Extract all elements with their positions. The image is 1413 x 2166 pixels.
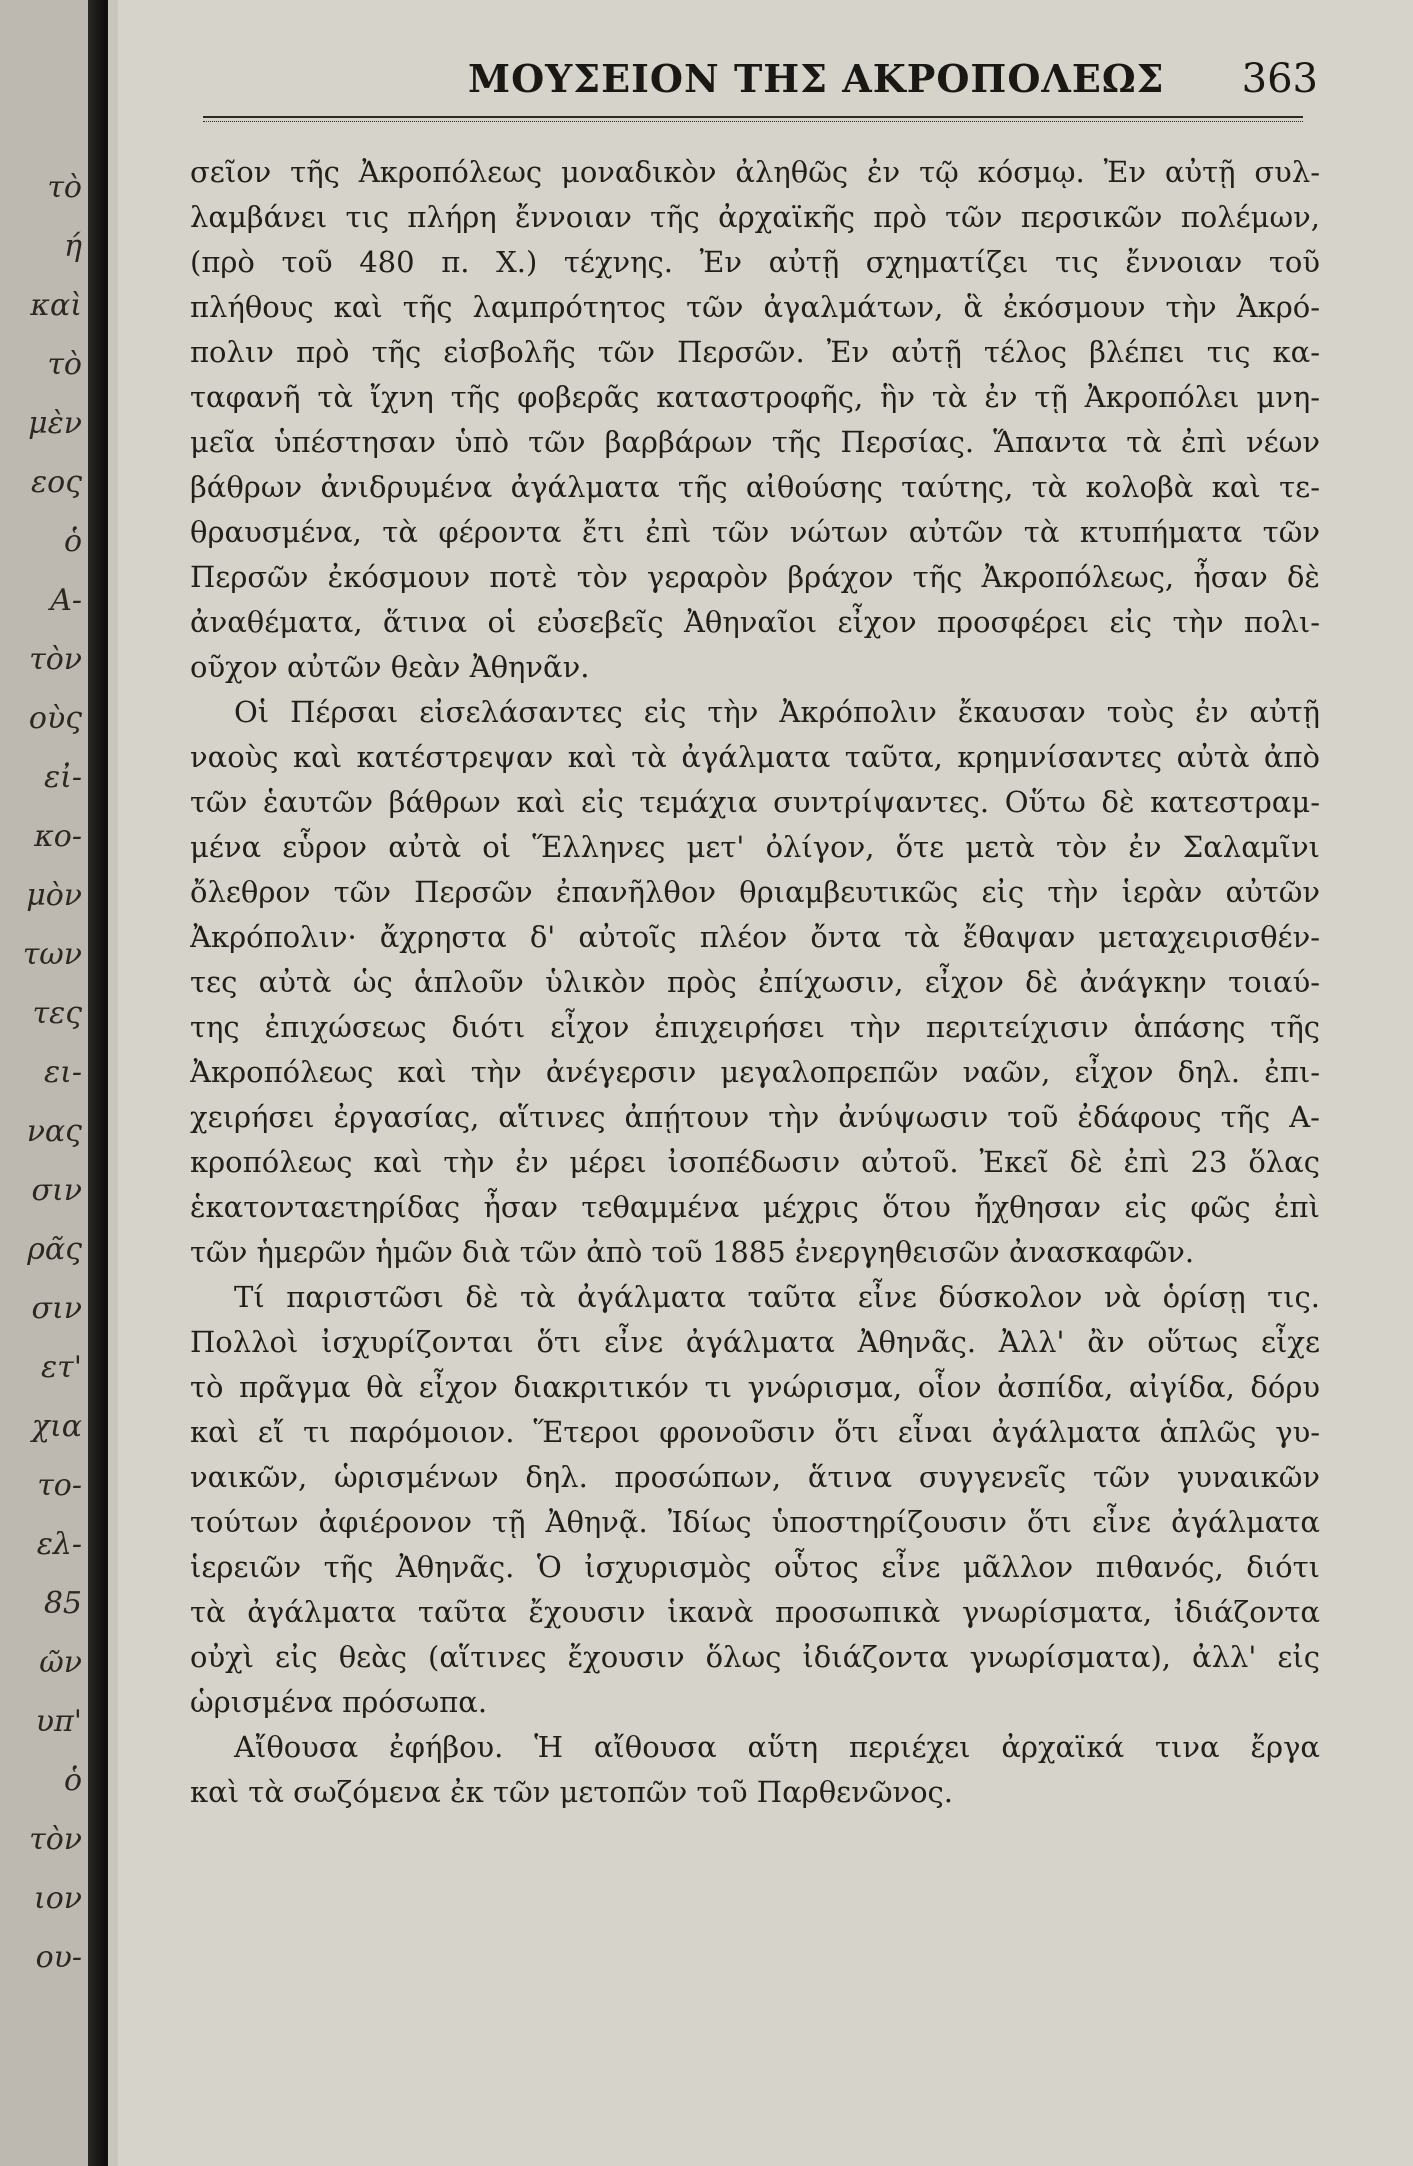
margin-fragment: σιν <box>31 1291 82 1326</box>
facing-page-gutter <box>0 0 108 2166</box>
margin-fragment: 85 <box>43 1586 82 1621</box>
margin-fragment: ου- <box>35 1940 82 1975</box>
margin-fragment: το- <box>37 1468 82 1503</box>
margin-fragment: τὸ <box>47 170 82 205</box>
text-line: πολιν πρὸ τῆς εἰσβολῆς τῶν Περσῶν. Ἐν αὐτῇ τέλος βλέπει τις κα- <box>190 335 1320 369</box>
header-rule <box>203 116 1303 122</box>
margin-fragment: νας <box>26 1114 82 1149</box>
text-line: Οἱ Πέρσαι εἰσελάσαντες εἰς τὴν Ἀκρόπολιν ἔκαυσαν τοὺς ἐν αὐτῇ <box>234 695 1320 729</box>
margin-fragment: των <box>22 937 82 972</box>
text-line: καὶ εἴ τι παρόμοιον. Ἕτεροι φρονοῦσιν ὅτι εἶναι ἀγάλματα ἁπλῶς γυ- <box>190 1415 1320 1449</box>
margin-fragment: ελ- <box>36 1527 82 1562</box>
page-header <box>118 56 1413 116</box>
margin-fragment: ῶν <box>39 1645 82 1680</box>
text-line: χειρήσει ἐργασίας, αἵτινες ἀπῄτουν τὴν ἀνύψωσιν τοῦ ἐδάφους τῆς Α- <box>190 1100 1320 1134</box>
margin-fragment: ὁ <box>63 1763 82 1798</box>
margin-fragment: ει- <box>44 1055 82 1090</box>
margin-fragment: τες <box>32 996 82 1031</box>
margin-fragment: καὶ <box>30 288 82 323</box>
text-line: Αἴθουσα ἐφήβου. Ἡ αἴθουσα αὕτη περιέχει ἀρχαϊκά τινα ἔργα <box>234 1730 1320 1764</box>
margin-fragment: ετ' <box>41 1350 82 1385</box>
text-line: της ἐπιχώσεως διότι εἶχον ἐπιχειρήσει τὴν περιτείχισιν ἁπάσης τῆς <box>190 1010 1320 1044</box>
margin-fragment: μὲν <box>28 406 82 441</box>
margin-fragment: ρᾶς <box>27 1232 82 1267</box>
text-line: τὰ ἀγάλματα ταῦτα ἔχουσιν ἱκανὰ προσωπικὰ γνωρίσματα, ἰδιάζοντα <box>190 1595 1320 1629</box>
margin-fragment: κο- <box>34 819 82 854</box>
margin-fragment: ὁ <box>63 524 82 559</box>
binding-shadow <box>88 0 108 2166</box>
text-line: ναοὺς καὶ κατέστρεψαν καὶ τὰ ἀγάλματα ταῦτα, κρημνίσαντες αὐτὰ ἀπὸ <box>190 740 1320 774</box>
margin-fragment: τὸ <box>47 347 82 382</box>
page-number: 363 <box>1241 56 1318 102</box>
text-line: βάθρων ἀνιδρυμένα ἀγάλματα τῆς αἰθούσης ταύτης, τὰ κολοβὰ καὶ τε- <box>190 470 1320 504</box>
text-line: καὶ τὰ σωζόμενα ἐκ τῶν μετοπῶν τοῦ Παρθενῶνος. <box>190 1775 954 1809</box>
text-line: Ἀκρόπολιν· ἄχρηστα δ' αὐτοῖς πλέον ὄντα τὰ ἔθαψαν μεταχειρισθέν- <box>190 920 1320 954</box>
text-line: τὸ πρᾶγμα θὰ εἶχον διακριτικόν τι γνώρισμα, οἷον ἀσπίδα, αἰγίδα, δόρυ <box>190 1370 1320 1404</box>
text-line: Πολλοὶ ἰσχυρίζονται ὅτι εἶνε ἀγάλματα Ἀθηνᾶς. Ἀλλ' ἂν οὕτως εἶχε <box>190 1325 1320 1359</box>
text-line: Περσῶν ἐκόσμουν ποτὲ τὸν γεραρὸν βράχον τῆς Ἀκροπόλεως, ἦσαν δὲ <box>190 560 1320 594</box>
margin-fragment: οὺς <box>28 701 82 736</box>
body-text <box>190 150 1320 1815</box>
margin-fragment: υπ' <box>35 1704 82 1739</box>
text-line: μεῖα ὑπέστησαν ὑπὸ τῶν βαρβάρων τῆς Περσίας. Ἅπαντα τὰ ἐπὶ νέων <box>190 425 1320 459</box>
margin-fragment: τὸν <box>29 1822 82 1857</box>
text-line: λαμβάνει τις πλήρη ἔννοιαν τῆς ἀρχαϊκῆς πρὸ τῶν περσικῶν πολέμων, <box>190 200 1320 234</box>
text-line: (πρὸ τοῦ 480 π. Χ.) τέχνης. Ἐν αὐτῇ σχηματίζει τις ἔννοιαν τοῦ <box>190 245 1320 279</box>
margin-fragment: μὸν <box>26 878 82 913</box>
margin-fragment: ιον <box>33 1881 82 1916</box>
margin-fragment: σιν <box>31 1173 82 1208</box>
text-line: οῦχον αὐτῶν θεὰν Ἀθηνᾶν. <box>190 650 590 684</box>
text-line: ἀναθέματα, ἅτινα οἱ εὐσεβεῖς Ἀθηναῖοι εἶχον προσφέρει εἰς τὴν πολι- <box>190 605 1320 639</box>
text-line: σεῖον τῆς Ἀκροπόλεως μοναδικὸν ἀληθῶς ἐν τῷ κόσμῳ. Ἐν αὐτῇ συλ- <box>190 155 1320 189</box>
text-line: θραυσμένα, τὰ φέροντα ἔτι ἐπὶ τῶν νώτων αὐτῶν τὰ κτυπήματα τῶν <box>190 515 1320 549</box>
text-line: Ἀκροπόλεως καὶ τὴν ἀνέγερσιν μεγαλοπρεπῶν ναῶν, εἶχον δηλ. ἐπι- <box>190 1055 1320 1089</box>
margin-fragment: Α- <box>50 583 82 618</box>
text-line: ταφανῆ τὰ ἴχνη τῆς φοβερᾶς καταστροφῆς, ἣν τὰ ἐν τῇ Ἀκροπόλει μνη- <box>190 380 1320 414</box>
text-line: Τί παριστῶσι δὲ τὰ ἀγάλματα ταῦτα εἶνε δύσκολον νὰ ὁρίσῃ τις. <box>234 1280 1320 1314</box>
margin-fragment: εος <box>31 465 82 500</box>
text-line: μένα εὗρον αὐτὰ οἱ Ἕλληνες μετ' ὀλίγον, ὅτε μετὰ τὸν ἐν Σαλαμῖνι <box>190 830 1320 864</box>
text-line: κροπόλεως καὶ τὴν ἐν μέρει ἰσοπέδωσιν αὐτοῦ. Ἐκεῖ δὲ ἐπὶ 23 ὅλας <box>190 1145 1320 1179</box>
margin-fragment: ή <box>64 229 82 264</box>
book-page <box>118 0 1413 2166</box>
text-line: ναικῶν, ὡρισμένων δηλ. προσώπων, ἅτινα συγγενεῖς τῶν γυναικῶν <box>190 1460 1320 1494</box>
text-line: ἑκατονταετηρίδας ἦσαν τεθαμμένα μέχρις ὅτου ἤχθησαν εἰς φῶς ἐπὶ <box>190 1190 1320 1224</box>
text-line: τῶν ἡμερῶν ἡμῶν διὰ τῶν ἀπὸ τοῦ 1885 ἐνεργηθεισῶν ἀνασκαφῶν. <box>190 1235 1195 1269</box>
text-line: ἱερειῶν τῆς Ἀθηνᾶς. Ὁ ἰσχυρισμὸς οὗτος εἶνε μᾶλλον πιθανός, διότι <box>190 1550 1320 1584</box>
text-line: τες αὐτὰ ὡς ἁπλοῦν ὑλικὸν πρὸς ἐπίχωσιν, εἶχον δὲ ἀνάγκην τοιαύ- <box>190 965 1320 999</box>
text-line: οὐχὶ εἰς θεὰς (αἵτινες ἔχουσιν ὅλως ἰδιάζοντα γνωρίσματα), ἀλλ' εἰς <box>190 1640 1320 1674</box>
text-line: τούτων ἀφιέρονον τῇ Ἀθηνᾷ. Ἰδίως ὑποστηρίζουσιν ὅτι εἶνε ἀγάλματα <box>190 1505 1320 1539</box>
text-line: ὡρισμένα πρόσωπα. <box>190 1685 488 1719</box>
text-line: πλήθους καὶ τῆς λαμπρότητος τῶν ἀγαλμάτων, ἃ ἐκόσμουν τὴν Ἀκρό- <box>190 290 1320 324</box>
running-title: ΜΟΥΣΕΙΟΝ ΤΗΣ ΑΚΡΟΠΟΛΕΩΣ <box>468 56 1165 101</box>
text-line: τῶν ἑαυτῶν βάθρων καὶ εἰς τεμάχια συντρίψαντες. Οὕτω δὲ κατεστραμ- <box>190 785 1320 819</box>
margin-fragment: χια <box>31 1409 82 1444</box>
margin-fragment: εἰ- <box>44 760 82 795</box>
text-line: ὄλεθρον τῶν Περσῶν ἐπανῆλθον θριαμβευτικῶς εἰς τὴν ἱερὰν αὐτῶν <box>190 875 1320 909</box>
margin-fragment: τὸν <box>29 642 82 677</box>
